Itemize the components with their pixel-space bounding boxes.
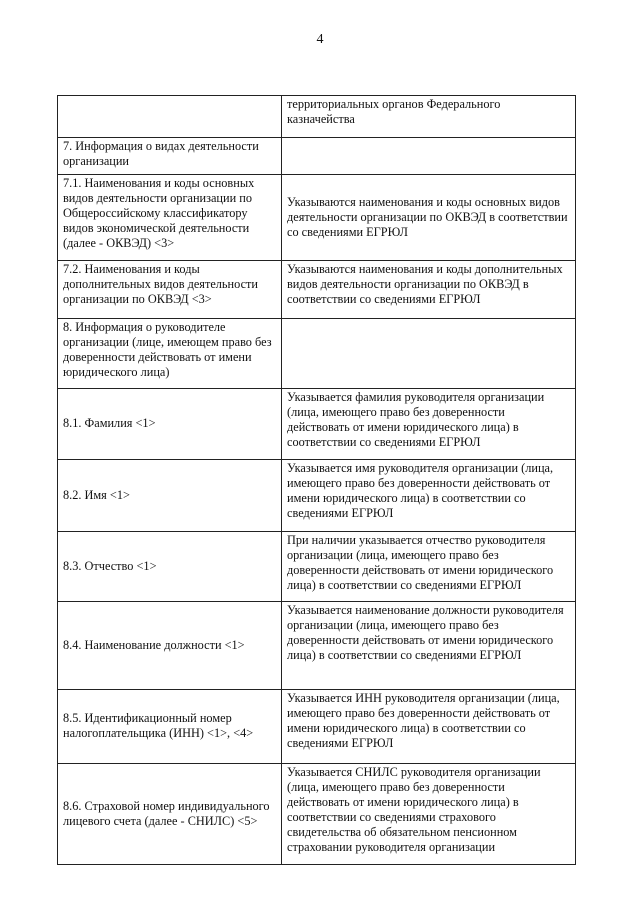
table-cell-name: 7. Информация о видах деятельности организации bbox=[58, 138, 282, 175]
table-cell-description: территориальных органов Федерального казначейства bbox=[282, 96, 576, 138]
table-cell-description bbox=[282, 138, 576, 175]
table-cell-name: 8.3. Отчество <1> bbox=[58, 532, 282, 602]
table-row bbox=[58, 690, 576, 764]
table-cell-name: 7.1. Наименования и коды основных видов деятельности организации по Общероссийскому классификатору видов экономической деятельности (далее - ОКВЭД) <3> bbox=[58, 175, 282, 261]
table-cell-name: 8.4. Наименование должности <1> bbox=[58, 602, 282, 690]
page-number: 4 bbox=[316, 32, 324, 47]
table-row bbox=[58, 460, 576, 532]
requirements-table bbox=[57, 95, 576, 865]
table-cell-description: Указывается наименование должности руководителя организации (лица, имеющего право без доверенности действовать от имени юридического лица) в соответствии со сведениями ЕГРЮЛ bbox=[282, 602, 576, 690]
table-row bbox=[58, 602, 576, 690]
table-cell-description: Указывается СНИЛС руководителя организации (лица, имеющего право без доверенности действовать от имени юридического лица) в соответствии со сведениями страхового свидетельства об обязательном пенсионном страховании руководителя организации bbox=[282, 764, 576, 865]
table-cell-description: Указываются наименования и коды основных видов деятельности организации по ОКВЭД в соответствии со сведениями ЕГРЮЛ bbox=[282, 175, 576, 261]
table-cell-name bbox=[58, 96, 282, 138]
table-row bbox=[58, 319, 576, 389]
table-cell-description: Указывается имя руководителя организации (лица, имеющего право без доверенности действовать от имени юридического лица) в соответствии со сведениями ЕГРЮЛ bbox=[282, 460, 576, 532]
table-row bbox=[58, 764, 576, 865]
table-row bbox=[58, 175, 576, 261]
table-cell-name: 8.5. Идентификационный номер налогоплательщика (ИНН) <1>, <4> bbox=[58, 690, 282, 764]
table-cell-description: Указываются наименования и коды дополнительных видов деятельности организации по ОКВЭД в соответствии со сведениями ЕГРЮЛ bbox=[282, 261, 576, 319]
table-cell-name: 8.6. Страховой номер индивидуального лицевого счета (далее - СНИЛС) <5> bbox=[58, 764, 282, 865]
table-cell-name: 7.2. Наименования и коды дополнительных видов деятельности организации по ОКВЭД <3> bbox=[58, 261, 282, 319]
table-row bbox=[58, 389, 576, 460]
table-row bbox=[58, 261, 576, 319]
table-row bbox=[58, 138, 576, 175]
table-cell-name: 8. Информация о руководителе организации (лице, имеющем право без доверенности действовать от имени юридического лица) bbox=[58, 319, 282, 389]
table-cell-name: 8.1. Фамилия <1> bbox=[58, 389, 282, 460]
table-cell-description: Указывается ИНН руководителя организации (лица, имеющего право без доверенности действовать от имени юридического лица) в соответствии со сведениями ЕГРЮЛ bbox=[282, 690, 576, 764]
table-cell-description: При наличии указывается отчество руководителя организации (лица, имеющего право без доверенности действовать от имени юридического лица) в соответствии со сведениями ЕГРЮЛ bbox=[282, 532, 576, 602]
table-cell-description: Указывается фамилия руководителя организации (лица, имеющего право без доверенности действовать от имени юридического лица) в соответствии со сведениями ЕГРЮЛ bbox=[282, 389, 576, 460]
table-cell-name: 8.2. Имя <1> bbox=[58, 460, 282, 532]
table-row bbox=[58, 532, 576, 602]
table-cell-description bbox=[282, 319, 576, 389]
table-row bbox=[58, 96, 576, 138]
